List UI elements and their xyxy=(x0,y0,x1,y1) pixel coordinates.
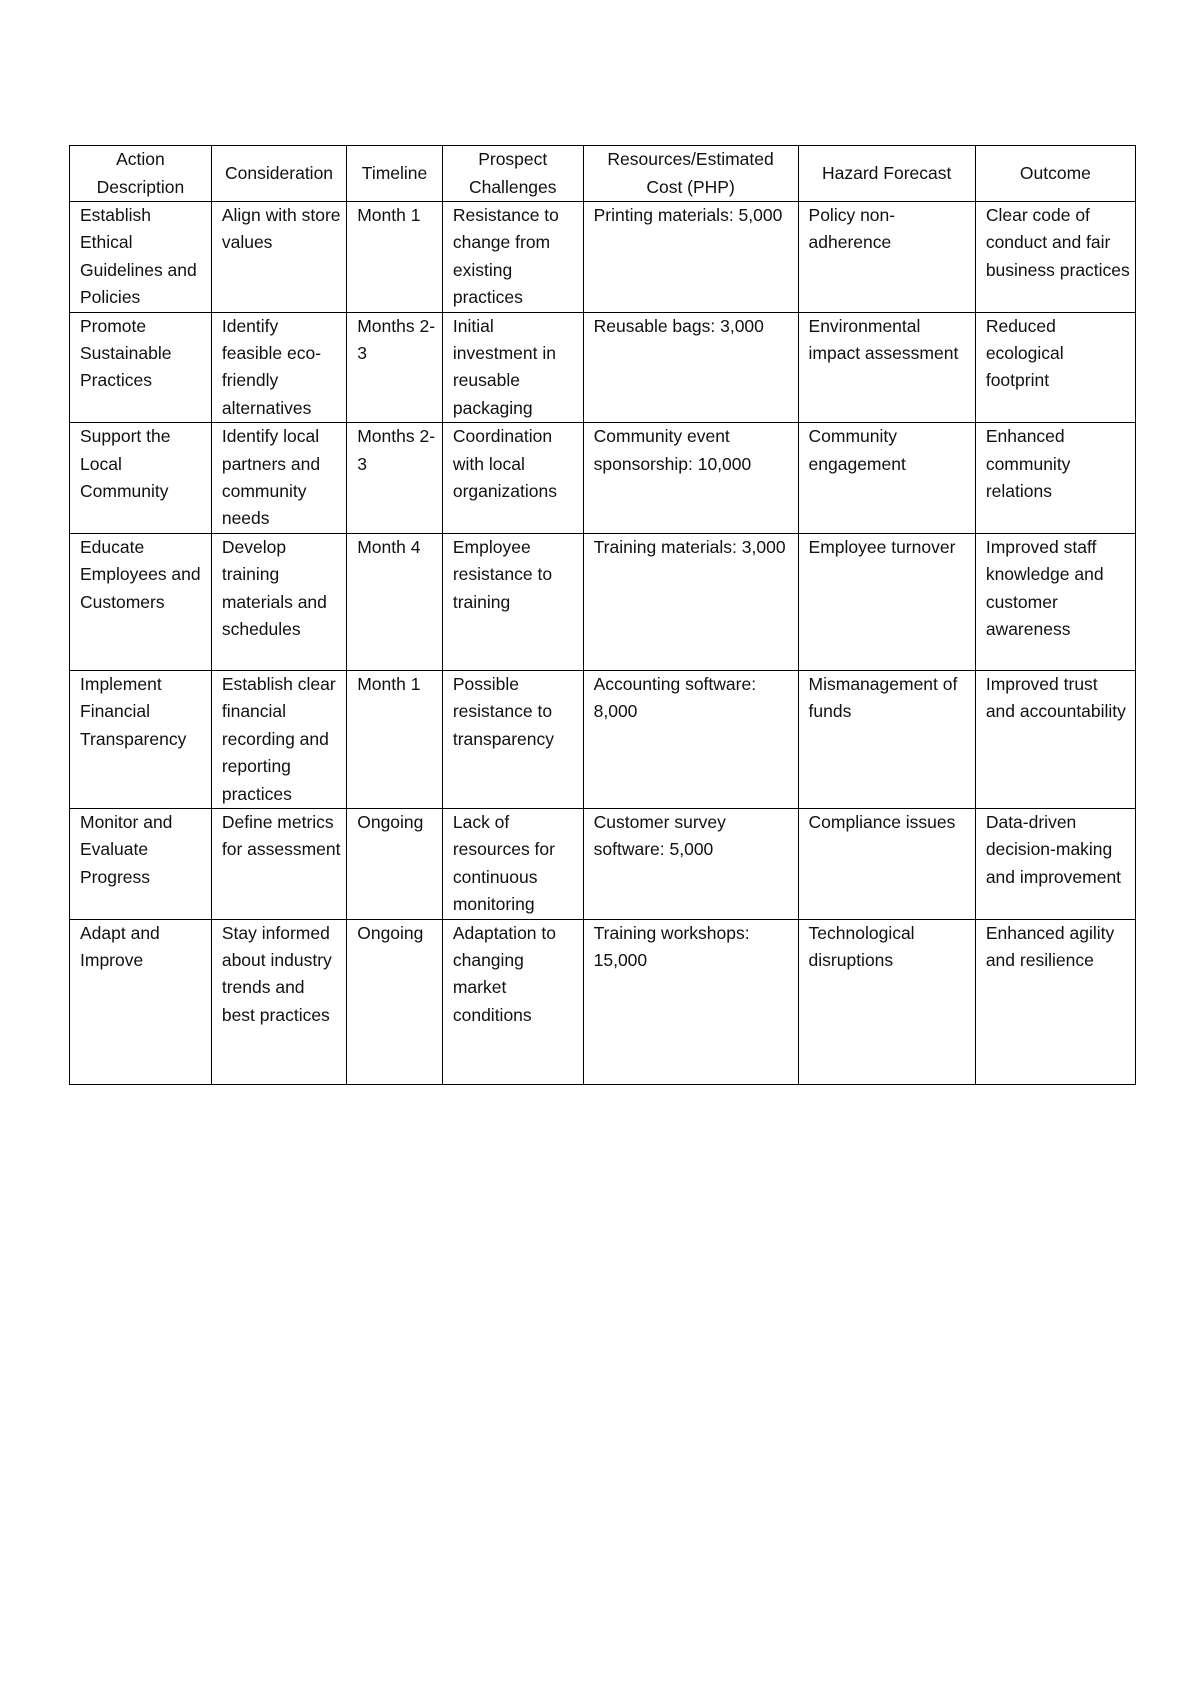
cell-timeline: Months 2-3 xyxy=(347,423,443,534)
cell-action: Establish Ethical Guidelines and Policies xyxy=(70,202,212,313)
cell-timeline: Month 1 xyxy=(347,202,443,313)
cell-challenges: Adaptation to changing market conditions xyxy=(442,919,583,1084)
cell-challenges: Lack of resources for continuous monitoring xyxy=(442,808,583,919)
header-resources-cost: Resources/Estimated Cost (PHP) xyxy=(583,146,798,202)
table-row xyxy=(70,670,1136,808)
table-row xyxy=(70,919,1136,1084)
cell-outcome: Clear code of conduct and fair business practices xyxy=(975,202,1135,313)
cell-action: Promote Sustainable Practices xyxy=(70,312,212,423)
cell-hazard: Employee turnover xyxy=(798,533,975,670)
cell-challenges: Possible resistance to transparency xyxy=(442,670,583,808)
table-row xyxy=(70,423,1136,534)
cell-timeline: Month 4 xyxy=(347,533,443,670)
cell-timeline: Months 2-3 xyxy=(347,312,443,423)
cell-timeline: Ongoing xyxy=(347,808,443,919)
cell-challenges: Resistance to change from existing practices xyxy=(442,202,583,313)
cell-timeline: Month 1 xyxy=(347,670,443,808)
cell-resources: Accounting software: 8,000 xyxy=(583,670,798,808)
table-row xyxy=(70,808,1136,919)
cell-action: Support the Local Community xyxy=(70,423,212,534)
cell-resources: Customer survey software: 5,000 xyxy=(583,808,798,919)
table-row xyxy=(70,533,1136,670)
cell-action: Implement Financial Transparency xyxy=(70,670,212,808)
cell-outcome: Enhanced community relations xyxy=(975,423,1135,534)
cell-hazard: Mismanagement of funds xyxy=(798,670,975,808)
action-plan-table xyxy=(69,145,1136,1085)
cell-timeline: Ongoing xyxy=(347,919,443,1084)
cell-resources: Reusable bags: 3,000 xyxy=(583,312,798,423)
table-row xyxy=(70,202,1136,313)
cell-resources: Community event sponsorship: 10,000 xyxy=(583,423,798,534)
header-consideration: Consideration xyxy=(211,146,346,202)
header-hazard-forecast: Hazard Forecast xyxy=(798,146,975,202)
cell-challenges: Employee resistance to training xyxy=(442,533,583,670)
cell-action: Adapt and Improve xyxy=(70,919,212,1084)
header-action-description: Action Description xyxy=(70,146,212,202)
cell-outcome: Reduced ecological footprint xyxy=(975,312,1135,423)
cell-hazard: Technological disruptions xyxy=(798,919,975,1084)
header-timeline: Timeline xyxy=(347,146,443,202)
cell-action: Monitor and Evaluate Progress xyxy=(70,808,212,919)
header-outcome: Outcome xyxy=(975,146,1135,202)
cell-outcome: Improved staff knowledge and customer awareness xyxy=(975,533,1135,670)
cell-hazard: Environmental impact assessment xyxy=(798,312,975,423)
cell-challenges: Coordination with local organizations xyxy=(442,423,583,534)
cell-consideration: Establish clear financial recording and reporting practices xyxy=(211,670,346,808)
cell-challenges: Initial investment in reusable packaging xyxy=(442,312,583,423)
cell-consideration: Align with store values xyxy=(211,202,346,313)
cell-consideration: Identify local partners and community needs xyxy=(211,423,346,534)
cell-consideration: Develop training materials and schedules xyxy=(211,533,346,670)
cell-consideration: Stay informed about industry trends and best practices xyxy=(211,919,346,1084)
table-row xyxy=(70,312,1136,423)
cell-hazard: Compliance issues xyxy=(798,808,975,919)
cell-outcome: Enhanced agility and resilience xyxy=(975,919,1135,1084)
cell-outcome: Data-driven decision-making and improvement xyxy=(975,808,1135,919)
cell-resources: Printing materials: 5,000 xyxy=(583,202,798,313)
table-header-row xyxy=(70,146,1136,202)
cell-resources: Training materials: 3,000 xyxy=(583,533,798,670)
cell-consideration: Identify feasible eco-friendly alternatives xyxy=(211,312,346,423)
cell-outcome: Improved trust and accountability xyxy=(975,670,1135,808)
cell-consideration: Define metrics for assessment xyxy=(211,808,346,919)
cell-action: Educate Employees and Customers xyxy=(70,533,212,670)
cell-hazard: Policy non-adherence xyxy=(798,202,975,313)
cell-hazard: Community engagement xyxy=(798,423,975,534)
cell-resources: Training workshops: 15,000 xyxy=(583,919,798,1084)
header-prospect-challenges: Prospect Challenges xyxy=(442,146,583,202)
